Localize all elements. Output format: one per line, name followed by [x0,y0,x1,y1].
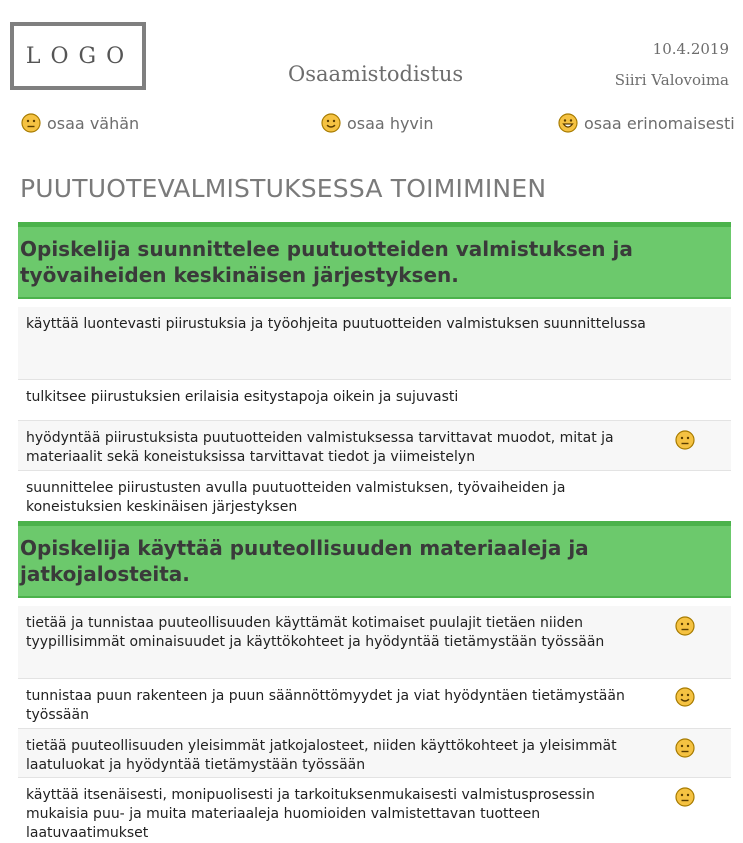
group-heading: Opiskelija käyttää puuteollisuuden materiaaleja ja jatkojalosteita. [18,521,731,598]
item-text: käyttää luontevasti piirustuksia ja työohjeita puutuotteiden valmistuksen suunnittelussa [26,316,646,332]
section-title: PUUTUOTEVALMISTUKSESSA TOIMIMINEN [20,174,547,203]
item-text: käyttää itsenäisesti, monipuolisesti ja tarkoituksenmukaisesti valmistusprosessin mukaisia puu- ja muita materiaaleja huomioiden valmistettavan tuotteen laatuvaatimukset [26,787,595,841]
neutral-face-icon [675,616,695,636]
page-title: Osaamistodistus [288,62,464,86]
list-item [18,679,731,729]
neutral-face-icon [675,738,695,758]
legend-label: osaa erinomaisesti [584,113,735,133]
legend-item-good [321,113,433,133]
neutral-face-icon [675,787,695,807]
legend-item-little [21,113,139,133]
item-text: tulkitsee piirustuksien erilaisia esitystapoja oikein ja sujuvasti [26,389,459,405]
item-text: tunnistaa puun rakenteen ja puun säännöttömyydet ja viat hyödyntäen tietämystään työssään [26,688,625,723]
smiling-face-icon [321,113,341,133]
list-item [18,729,731,778]
legend-label: osaa vähän [47,113,140,133]
student-name: Siiri Valovoima [614,71,729,89]
item-text: tietää puuteollisuuden yleisimmät jatkojalosteet, niiden käyttökohteet ja yleisimmät laatuluokat ja hyödyntää tietämystään työssään [26,738,617,773]
list-item [18,471,731,521]
list-item [18,380,731,421]
grinning-face-icon [558,113,578,133]
list-item [18,307,731,380]
group-heading: Opiskelija suunnittelee puutuotteiden valmistuksen ja työvaiheiden keskinäisen järjestyksen. [18,222,731,299]
item-text: tietää ja tunnistaa puuteollisuuden käyttämät kotimaiset puulajit tietäen niiden tyypillisimmät ominaisuudet ja käyttökohteet ja hyödyntää tietämystään työssään [26,615,605,650]
document-date: 10.4.2019 [652,40,729,58]
smiling-face-icon [675,687,695,707]
list-item [18,421,731,471]
neutral-face-icon [675,430,695,450]
list-item [18,606,731,679]
neutral-face-icon [21,113,41,133]
logo: LOGO [10,22,146,90]
item-text: suunnittelee piirustusten avulla puutuotteiden valmistuksen, työvaiheiden ja koneistuksien keskinäisen järjestyksen [26,480,566,515]
item-text: hyödyntää piirustuksista puutuotteiden valmistuksessa tarvittavat muodot, mitat ja materiaalit sekä koneistuksissa tarvittavat tiedot ja viimeistelyn [26,430,614,465]
legend-item-excellent [558,113,735,133]
list-item [18,778,731,841]
legend-label: osaa hyvin [347,113,434,133]
